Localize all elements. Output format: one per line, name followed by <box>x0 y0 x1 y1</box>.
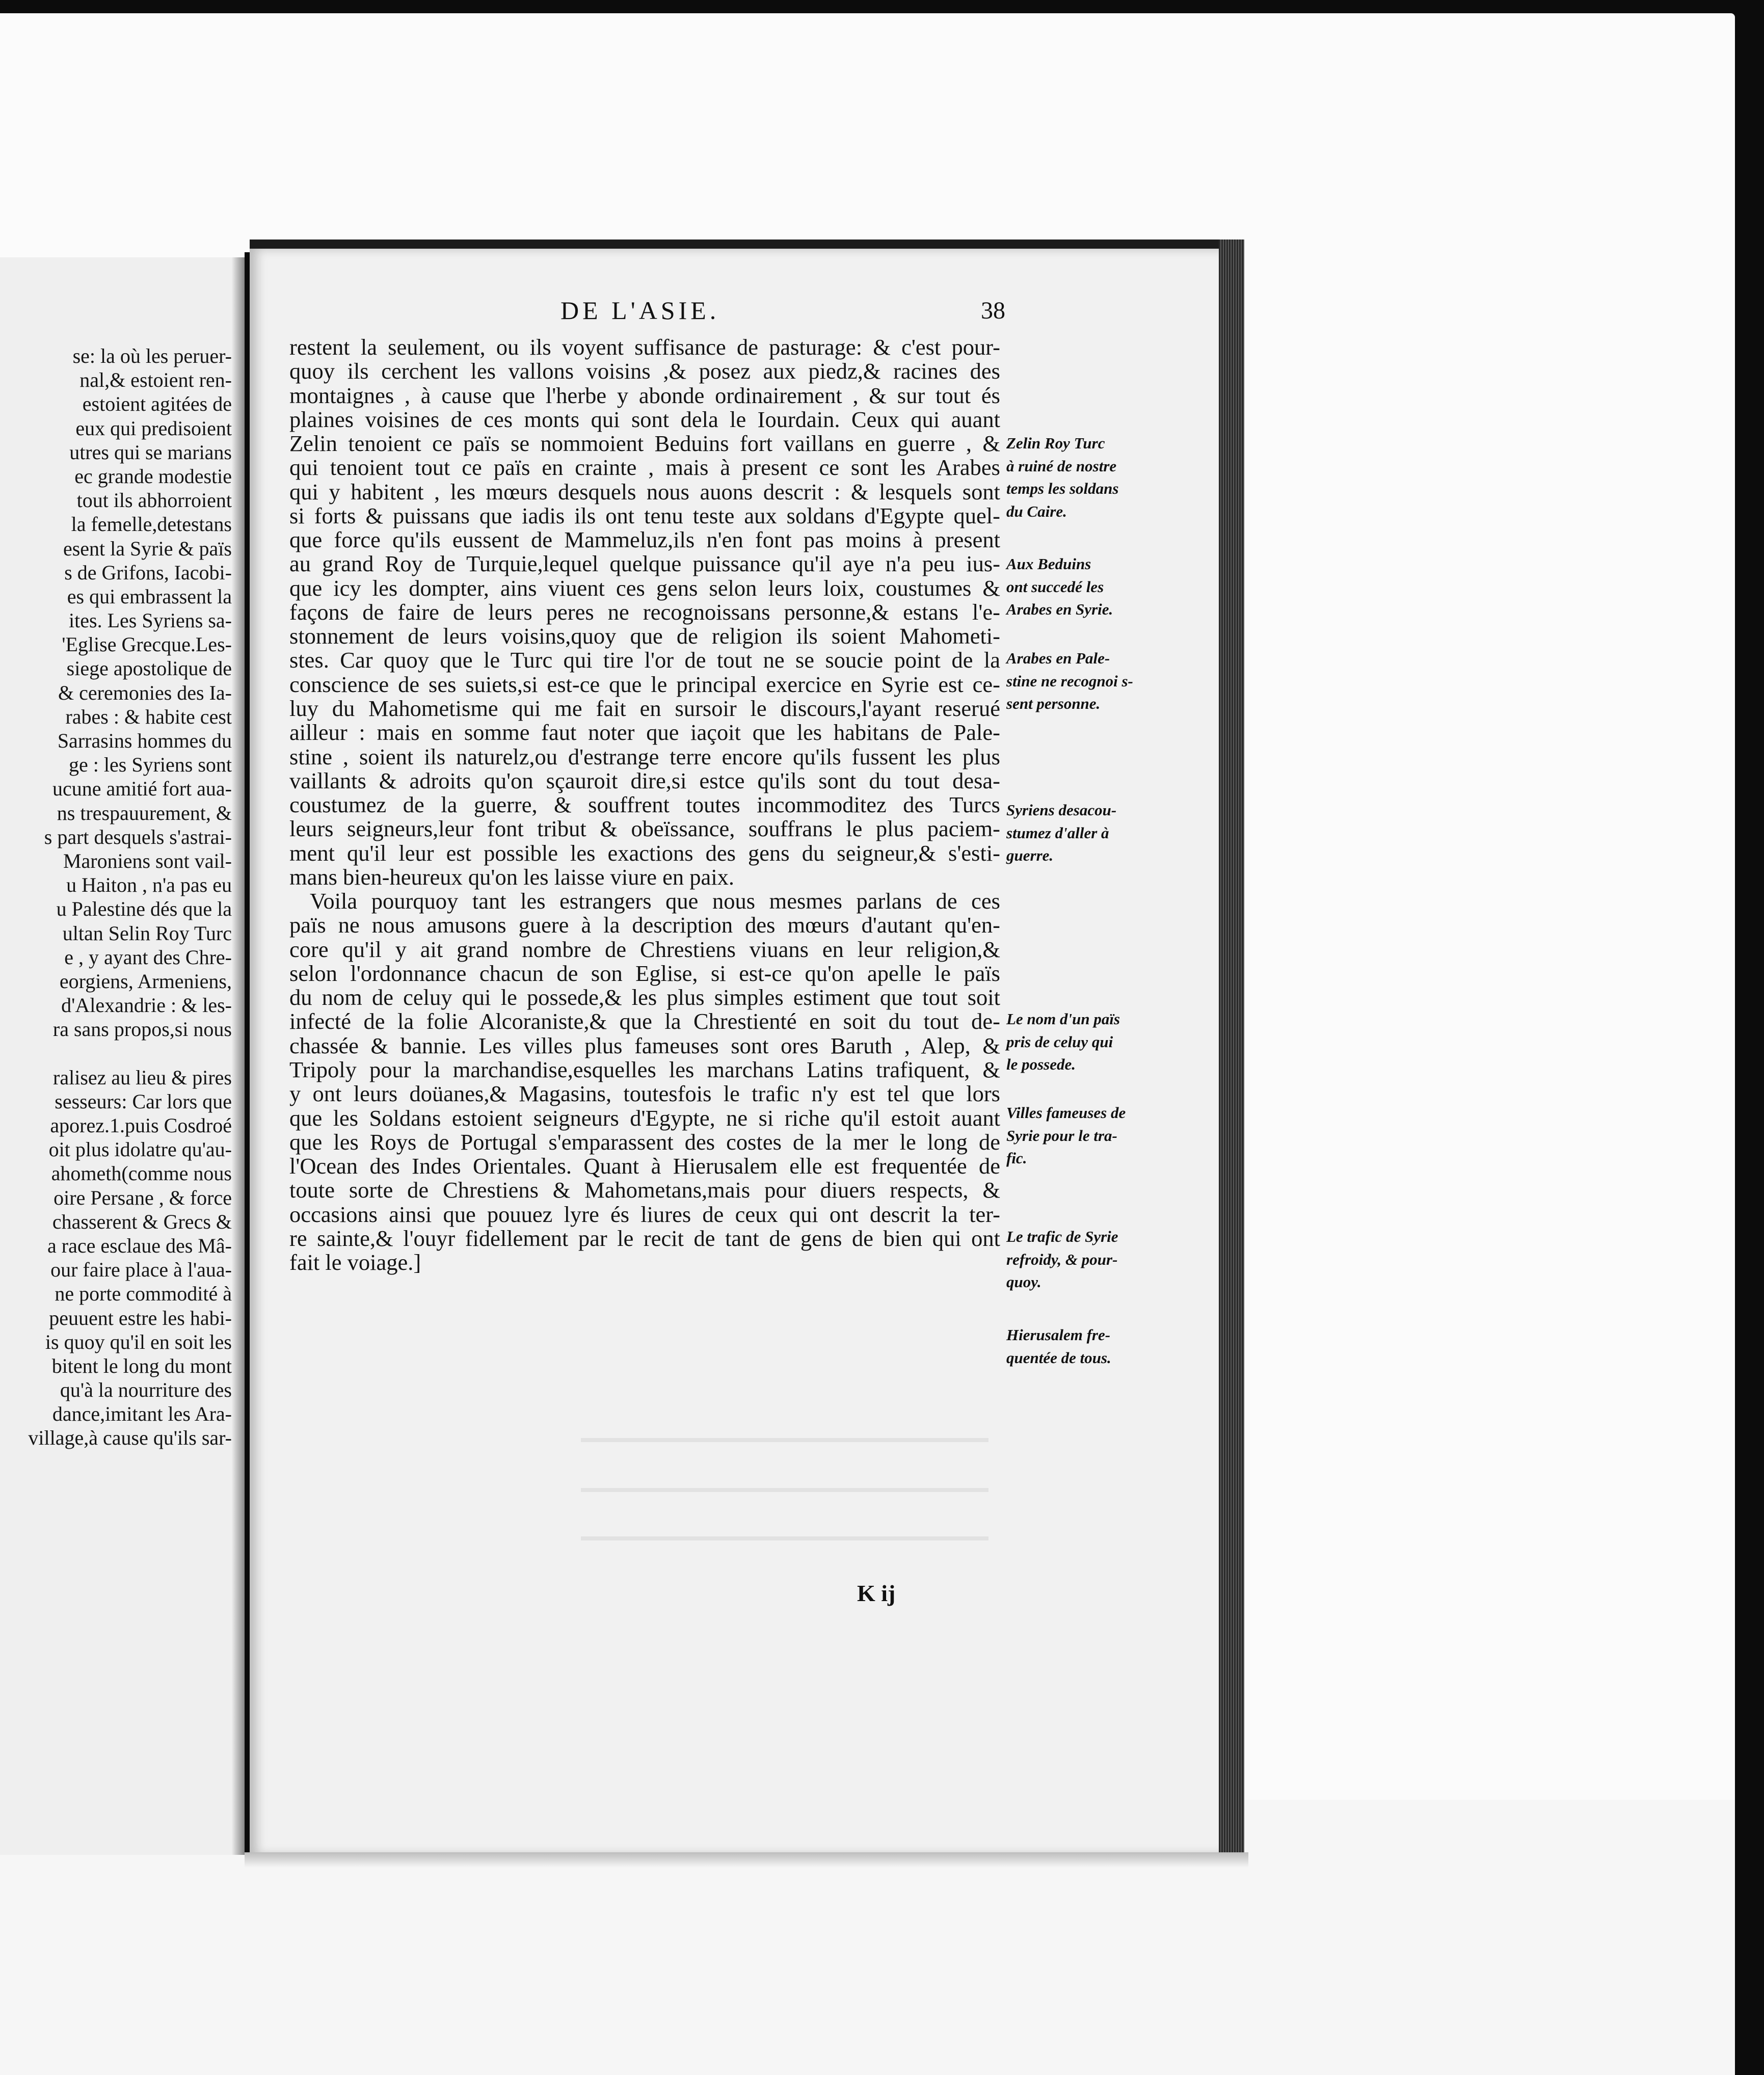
left-page-line: esent la Syrie & païs <box>63 537 232 560</box>
left-page-line: village,à cause qu'ils sar- <box>28 1426 232 1450</box>
text-line: coustumez de la guerre, & souffrent toutes incommoditez des Turcs <box>289 792 1000 818</box>
text-line: core qu'il y ait grand nombre de Chrestiens viuans en leur religion,& <box>289 936 1000 962</box>
left-page-line: chasserent & Grecs & <box>52 1210 232 1233</box>
text-line: conscience de ses suiets,si est-ce que le principal exercice en Syrie est ce- <box>289 671 1000 697</box>
marginal-note-line: Arabes en Pale- <box>1006 649 1110 667</box>
left-page-line: Maroniens sont vail- <box>63 849 232 872</box>
left-page-line: nal,& estoient ren- <box>79 368 232 392</box>
marginal-note-line: fic. <box>1006 1149 1027 1167</box>
marginal-note-line: Hierusalem fre- <box>1006 1326 1111 1344</box>
left-page-line: e , y ayant des Chre- <box>64 945 232 969</box>
text-line: chassée & bannie. Les villes plus fameuses sont ores Baruth , Alep, & <box>289 1032 1000 1058</box>
marginal-note-line: du Caire. <box>1006 502 1067 520</box>
left-page-line: utres qui se marians <box>69 440 232 464</box>
left-page-line: qu'à la nourriture des <box>60 1378 232 1402</box>
left-page-line: se: la où les peruer- <box>72 344 232 367</box>
left-page-line: la femelle,detestans <box>71 513 232 536</box>
left-page-line: ge : les Syriens sont <box>69 753 232 777</box>
left-page-line: Sarrasins hommes du <box>57 729 232 752</box>
marginal-note-line: sent personne. <box>1006 695 1101 712</box>
text-line: stes. Car quoy que le Turc qui tire l'or de tout ne se soucie point de la <box>289 647 1000 673</box>
left-page-line: a race esclaue des Mâ- <box>47 1234 232 1257</box>
text-line: l'Ocean des Indes Orientales. Quant à Hierusalem elle est frequentée de <box>289 1153 1000 1179</box>
text-line: quoy ils cerchent les vallons voisins ,& posez aux piedz,& racines des <box>289 358 1000 384</box>
page-block-fore-edge <box>1219 240 1244 1855</box>
text-line: païs ne nous amusons guere à la description des mœurs d'autant qu'en- <box>289 912 1000 938</box>
left-page-line: our faire place à l'aua- <box>50 1258 232 1282</box>
text-line: au grand Roy de Turquie,lequel quelque puissance qu'il aye n'a peu ius- <box>289 551 1000 577</box>
marginal-note-line: Le nom d'un païs <box>1006 1010 1120 1028</box>
text-line: qui tenoient tout ce païs en crainte , mais à present ce sont les Arabes <box>289 455 1000 481</box>
left-page-line: eorgiens, Armeniens, <box>59 969 232 993</box>
text-line: Voila pourquoy tant les estrangers que nous mesmes parlans de ces <box>310 888 1000 914</box>
left-page-line: dance,imitant les Ara- <box>52 1402 232 1426</box>
marginal-note-line: stine ne recognoi s- <box>1006 672 1133 690</box>
marginal-note-line: Le trafic de Syrie <box>1006 1228 1118 1245</box>
left-page-line: 'Eglise Grecque.Les- <box>62 633 232 656</box>
text-line: leurs seigneurs,leur font tribut & obeïssance, souffrans le plus paciem- <box>289 816 1000 842</box>
left-page <box>0 257 239 1855</box>
left-page-line: u Haiton , n'a pas eu <box>66 873 232 897</box>
marginal-note-line: temps les soldans <box>1006 480 1119 497</box>
text-line: occasions ainsi que pouuez lyre és liures de ceux qui ont descrit la ter- <box>289 1201 1000 1227</box>
left-page-line: tout ils abhorroient <box>76 489 232 512</box>
left-page-line: rabes : & habite cest <box>65 705 232 728</box>
left-page-line: u Palestine dés que la <box>56 897 232 921</box>
text-line: fait le voiage.] <box>289 1249 421 1275</box>
marginal-note-line: Syriens desacou- <box>1006 801 1117 819</box>
left-page-line: is quoy qu'il en soit les <box>45 1330 232 1353</box>
marginal-note-line: ont succedé les <box>1006 577 1104 596</box>
left-page-line: ites. Les Syriens sa- <box>69 609 232 632</box>
book-bottom-shadow <box>245 1852 1248 1868</box>
left-page-line: & ceremonies des Ia- <box>58 681 232 704</box>
text-line: mans bien-heureux qu'on les laisse viure en paix. <box>289 864 735 890</box>
marginal-note-zelin <box>1006 432 1139 523</box>
left-page-line: bitent le long du mont <box>51 1354 232 1377</box>
text-line: luy du Mahometisme qui me fait en sursoir le discours,l'ayant reserué <box>289 695 1000 721</box>
left-page-line: ne porte commodité à <box>55 1282 232 1306</box>
marginal-note-line: refroidy, & pour- <box>1006 1250 1118 1268</box>
text-line: si forts & puissans que iadis ils ont tenu teste aux soldans d'Egypte quel- <box>289 502 1000 528</box>
text-line: vaillants & adroits qu'on sçauroit dire,si estce qu'ils sont du tout desa- <box>289 767 1000 793</box>
left-page-line: estoient agitées de <box>82 392 232 416</box>
marginal-note-villes <box>1006 1102 1139 1170</box>
left-page-line: oit plus idolatre qu'au- <box>48 1138 232 1161</box>
marginal-note-beduins <box>1006 553 1139 621</box>
folio-number: 38 <box>981 297 1005 324</box>
text-line: qui y habitent , les mœurs desquels nous auons descrit : & lesquels sont <box>289 478 1000 504</box>
left-page-line: ns trespauurement, & <box>57 801 232 824</box>
marginal-note-line: Aux Beduins <box>1006 555 1091 573</box>
text-line: ailleur : mais en somme faut noter que iaçoit que les habitans de Pale- <box>289 720 1000 746</box>
text-line: Tripoly pour la marchandise,esquelles les marchans Latins trafiquent, & <box>289 1056 1000 1082</box>
marginal-note-hierusalem <box>1006 1324 1139 1369</box>
left-page-line: d'Alexandrie : & les- <box>61 994 232 1017</box>
show-through-line <box>581 1488 988 1492</box>
signature-mark: K ij <box>857 1580 896 1606</box>
text-line: infecté de la folie Alcoraniste,& que la Chrestienté en soit du tout de- <box>289 1008 1000 1034</box>
left-page-line: ralisez au lieu & pires <box>53 1066 232 1089</box>
text-line: que icy les dompter, ains viuent ces gens selon leurs loix, coustumes & <box>289 575 1000 601</box>
running-head: DE L'ASIE. <box>560 296 720 325</box>
text-line: toute sorte de Chrestiens & Mahometans,mais pour diuers respects, & <box>289 1177 1000 1203</box>
left-page-line: oire Persane , & force <box>54 1186 232 1209</box>
text-line: du nom de celuy qui le possede,& les plus simples estiment que tout soit <box>289 985 1000 1010</box>
text-line: montaignes , à cause que l'herbe y abonde ordinairement , & sur tout és <box>289 382 1000 408</box>
text-line: plaines voisines de ces monts qui sont dela le Iourdain. Ceux qui auant <box>289 406 1000 432</box>
text-line: y ont leurs doüanes,& Magasins, toutesfois le trafic n'y est tel que lors <box>289 1081 1000 1107</box>
marginal-note-nom-pais <box>1006 1008 1139 1076</box>
left-page-line: es qui embrassent la <box>67 584 232 608</box>
text-line: façons de faire de leurs peres ne recognoissans personne,& estans l'e- <box>289 599 1000 625</box>
marginal-note-line: stumez d'aller à <box>1006 823 1109 842</box>
text-line: stine , soient ils naturelz,ou d'estrange terre encore qu'ils fussent les plus <box>289 743 1000 769</box>
text-line: re sainte,& l'ouyr fidellement par le recit de tant de gens de bien qui ont <box>289 1225 1000 1251</box>
marginal-note-line: Zelin Roy Turc <box>1006 434 1105 452</box>
left-page-line <box>0 1041 232 1065</box>
left-page-line: s part desquels s'astrai- <box>44 825 232 848</box>
marginal-note-syriens <box>1006 799 1139 867</box>
marginal-note-trafic <box>1006 1226 1139 1294</box>
text-line: que les Soldans estoient seigneurs d'Egypte, ne si riche qu'il estoit auant <box>289 1105 1000 1131</box>
text-line: Zelin tenoient ce païs se nommoient Beduins fort vaillans en guerre , & <box>289 431 1000 457</box>
show-through-line <box>581 1438 988 1442</box>
left-page-line: aporez.1.puis Cosdroé <box>50 1114 232 1137</box>
show-through-line <box>581 1536 988 1540</box>
left-page-line: peuuent estre les habi- <box>49 1306 232 1329</box>
left-page-line: eux qui predisoient <box>75 416 232 440</box>
marginal-note-line: Villes fameuses de <box>1006 1104 1126 1122</box>
left-page-column <box>0 344 232 1450</box>
left-page-line: sesseurs: Car lors que <box>55 1089 232 1113</box>
left-page-line: siege apostolique de <box>66 657 232 680</box>
marginal-note-line: Arabes en Syrie. <box>1006 600 1113 618</box>
left-page-line: ucune amitié fort aua- <box>52 777 232 801</box>
left-page-line: ec grande modestie <box>74 464 232 488</box>
text-line: que les Roys de Portugal s'emparassent des costes de la mer le long de <box>289 1129 1000 1155</box>
left-page-line: ultan Selin Roy Turc <box>62 921 232 945</box>
text-line: restent la seulement, ou ils voyent suffisance de pasturage: & c'est pour- <box>289 334 1000 360</box>
marginal-note-line: quentée de tous. <box>1006 1348 1111 1367</box>
marginal-note-line: à ruiné de nostre <box>1006 457 1117 475</box>
text-line: que force qu'ils eussent de Mammeluz,ils n'en font pas moins à present <box>289 527 1000 553</box>
main-text-block <box>289 335 1000 1274</box>
marginal-note-line: pris de celuy qui <box>1006 1032 1113 1051</box>
left-page-line: ra sans propos,si nous <box>52 1018 232 1041</box>
left-page-line: s de Grifons, Iacobi- <box>64 561 232 584</box>
text-line: ment qu'il leur est possible les exactions des gens du seigneur,& s'esti- <box>289 840 1000 866</box>
text-line: selon l'ordonnance chacun de son Eglise, si est-ce qu'on apelle le païs <box>289 960 1000 986</box>
left-page-line: ahometh(comme nous <box>51 1162 232 1185</box>
marginal-note-line: Syrie pour le tra- <box>1006 1126 1117 1145</box>
marginal-note-line: quoy. <box>1006 1273 1041 1291</box>
text-line: stonnement de leurs voisins,quoy que de religion ils soient Mahometi- <box>289 623 1000 649</box>
marginal-note-arabes <box>1006 647 1139 715</box>
marginal-note-line: le possede. <box>1006 1055 1076 1073</box>
marginal-note-line: guerre. <box>1006 846 1054 864</box>
